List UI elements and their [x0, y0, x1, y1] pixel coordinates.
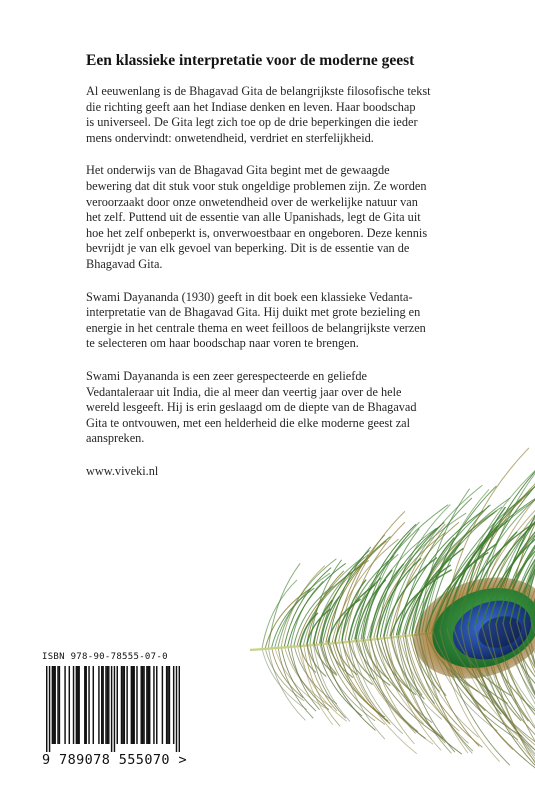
barcode-bar — [49, 666, 50, 752]
barcode-bar — [167, 666, 168, 744]
barcode-bar — [153, 666, 154, 744]
barcode-bar — [93, 666, 94, 744]
publisher-website[interactable]: www.viveki.nl — [86, 463, 159, 478]
barcode-bar — [117, 666, 118, 744]
feather-barb — [262, 580, 297, 649]
barcode-bar — [53, 666, 54, 744]
barcode-bar — [102, 666, 103, 744]
barcode-bar — [124, 666, 125, 744]
text-line: energie in het centrale thema en weet feilloos de belangrijkste verzen — [86, 320, 426, 335]
barcode-bar — [133, 666, 134, 744]
text-line: wereld lesgeeft. Hij is erin geslaagd om de diepte van de Bhagavad — [86, 400, 417, 415]
text-line: Vedantaleraar uit India, die al meer dan veertig jaar over de hele — [86, 384, 402, 399]
barcode-bar — [105, 666, 106, 744]
feather-barb — [284, 568, 330, 647]
text-line: Gita te ontvouwen, met een helderheid die elke moderne geest zal — [86, 415, 411, 430]
barcode-bar — [166, 666, 167, 744]
text-line: Swami Dayananda is een zeer gerespecteerde en geliefde — [86, 368, 367, 383]
barcode-bar — [148, 666, 149, 744]
headline: Een klassieke interpretatie voor de moderne geest — [86, 52, 415, 69]
text-line: Swami Dayananda (1930) geeft in dit boek een klassieke Vedanta- — [86, 289, 413, 304]
barcode-bar — [69, 666, 70, 744]
barcode-bar — [107, 666, 108, 744]
text-line: veroorzaakt door onze onwetendheid over de werkelijke natuur van — [86, 194, 418, 209]
barcode-bar — [57, 666, 58, 744]
barcode-bar — [114, 666, 115, 752]
barcode-bar — [73, 666, 74, 744]
text-line: bevrijdt je van elk gevoel van beperking. Dit is de essentie van de — [86, 241, 410, 256]
text-line: bewering dat dit stuk voor stuk ongeldige problemen zijn. Ze worden — [86, 178, 427, 193]
barcode-bar — [141, 666, 142, 744]
barcode-digits: 9 789078 555070 > — [42, 752, 187, 768]
barcode-bar — [142, 666, 143, 744]
barcode-bar — [101, 666, 102, 744]
barcode-bar — [52, 666, 53, 744]
paragraph-book — [86, 290, 478, 352]
paragraph-intro — [86, 84, 478, 146]
barcode-bar — [88, 666, 89, 744]
barcode-bar — [173, 666, 174, 744]
barcode-bar — [131, 666, 132, 744]
barcode-bars — [46, 666, 180, 752]
barcode-bar — [146, 666, 147, 744]
barcode-bar — [78, 666, 79, 744]
barcode-bar — [149, 666, 150, 744]
text-line: Bhagavad Gita. — [86, 256, 163, 271]
barcode-bar — [111, 666, 112, 752]
barcode-bar — [46, 666, 47, 752]
text-line: interpretatie van de Bhagavad Gita. Hij duikt met grote bezieling en — [86, 305, 421, 320]
barcode-bar — [126, 666, 127, 744]
barcode-bar — [54, 666, 55, 744]
barcode-bar — [162, 666, 163, 744]
text-line: mens ondervindt: onwetendheid, verdriet en sterfelijkheid. — [86, 130, 374, 145]
barcode-bar — [179, 666, 180, 752]
barcode-bar — [77, 666, 78, 744]
text-line: die richting geeft aan het Indiase denken en leven. Haar boodschap — [86, 99, 416, 114]
barcode-bar — [156, 666, 157, 744]
text-line: is universeel. De Gita legt zich toe op de drie beperkingen die ieder — [86, 115, 418, 130]
barcode-bar — [84, 666, 85, 744]
isbn-label: ISBN 978-90-78555-07-0 — [42, 652, 168, 662]
barcode-bar — [121, 666, 122, 744]
barcode-bar — [176, 666, 177, 752]
back-cover-text — [86, 52, 478, 479]
barcode-bar — [169, 666, 170, 744]
barcode-bar — [122, 666, 123, 744]
barcode-bar — [98, 666, 99, 744]
isbn-barcode — [42, 652, 187, 777]
barcode-bar — [136, 666, 137, 744]
barcode-bar — [76, 666, 77, 744]
paragraph-author — [86, 369, 478, 447]
text-line: aanspreken. — [86, 431, 145, 446]
text-line: hoe het zelf onbeperkt is, onverwoestbaar en ongeboren. Deze kennis — [86, 225, 428, 240]
paragraph-teaching — [86, 163, 478, 272]
barcode-bar — [108, 666, 109, 744]
barcode-bar — [64, 666, 65, 744]
barcode-bar — [132, 666, 133, 744]
text-line: het zelf. Puttend uit de essentie van alle Upanishads, legt de Gita uit — [86, 210, 421, 225]
text-line: Het onderwijs van de Bhagavad Gita begint met de gewaagde — [86, 163, 390, 178]
text-line: Al eeuwenlang is de Bhagavad Gita de belangrijkste filosofische tekst — [86, 84, 431, 98]
barcode-bar — [143, 666, 144, 744]
feather-barb — [323, 537, 390, 643]
feather-barb — [268, 648, 305, 720]
barcode-bar — [85, 666, 86, 744]
text-line: te selecteren om haar boodschap naar voren te brengen. — [86, 336, 359, 351]
barcode-bar — [59, 666, 60, 744]
